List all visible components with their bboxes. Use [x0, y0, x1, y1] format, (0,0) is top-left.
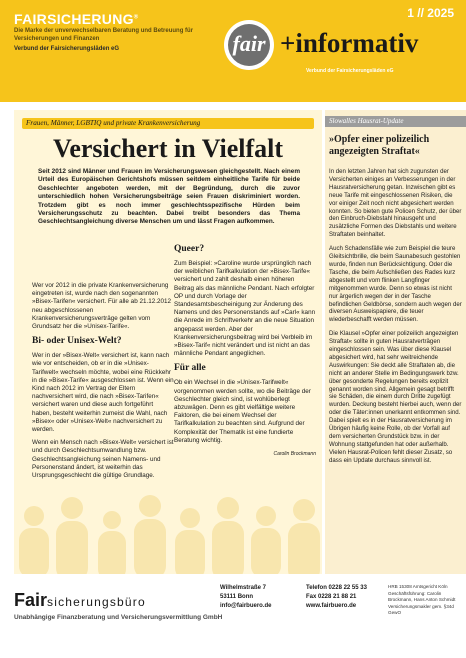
paragraph: Wenn ein Mensch nach »Bisex-Welt« versichert ist und durch Geschlechtsumwandlung bzw. Geschlechtsangleichung seinen Namens- und Personenstand ändert, ist weiterhin das Ursprungsgeschlecht die gültige Grundlage.: [32, 439, 174, 480]
subheading: Bi- oder Unisex-Welt?: [32, 336, 122, 347]
article-title: Versichert in Vielfalt: [52, 134, 284, 163]
registered-mark: ®: [133, 14, 139, 21]
footer-contact: Telefon 0228 22 55 33 Fax 0228 21 88 21 www.fairbuero.de: [306, 585, 367, 609]
paragraph: In den letzten Jahren hat sich zugunsten der Versicherten einiges an Verbesserungen in der Hausratversicherung getan. Inzwischen gibt es neue Tarife mit eingeschlossenen Risiken, die vor einiger Zeit noch nicht abgesichert werden konnten. So bieten gute Policen Schutz, der über den Einbruch-Diebstahl hinausgeht und zusätzliche Formen des Diebstahls und weitere Straftaten beinhaltet.: [329, 168, 462, 239]
article-column-2: [174, 240, 316, 458]
crowd-illustration: [14, 486, 322, 574]
footer-address: Wilhelmstraße 7 53111 Bonn info@fairbuero.de: [220, 585, 272, 609]
magazine-subtitle: Verbund der Fairsicherungsläden eG: [306, 68, 394, 74]
article-lead: Seit 2012 sind Männer und Frauen im Versicherungswesen gleichgestellt. Nach einem Urteil des Europäischen Gerichtshofs müssen seitdem einheitliche Tarife für beide Geschlechter angeboten werden, mit der Begründung, durch die zuvor unterschiedlich hohen Versicherungsbeiträge seien Frauen diskriminiert worden. Trotzdem gibt es noch immer geschlechtsspezifische Hürden beim Versicherungsschutz zu beachten. Dabei treibt besonders das Thema Geschlechtsangleichung diverse Menschen um und lässt Fragen aufkommen.: [38, 168, 300, 226]
main-article: [14, 110, 322, 574]
sidebar-body: [329, 168, 462, 471]
paragraph: Zum Beispiel: »Caroline wurde ursprünglich nach der weiblichen Tarifkalkulation der »Bisex-Tarife« versichert und zahlt deshalb einen höheren Beitrag als das männliche Pendant. Nach erfolgter OP und durch Vorlage der Standesamtsbescheinigung zur Änderung des Namens und des Personenstands auf »Carl« kann die Anrede im Schriftverkehr an die neue Situation angepasst werden. Aber der Krankenversicherungsbeitrag wird bei Verbleib im »Bisex-Tarif« nicht verändert und ist nicht an das männliche Pendant angeglichen.: [174, 260, 316, 358]
sidebar-article: [325, 110, 466, 574]
brand-name: FAIRSICHERUNG®: [14, 11, 139, 27]
issue-number: 1 // 2025: [407, 6, 454, 20]
sidebar-title: »Opfer einer polizeilich angezeigten Straftat«: [329, 134, 430, 157]
fair-logo: fair: [224, 20, 274, 70]
subheading: Für alle: [174, 363, 206, 374]
paragraph: Die Klausel »Opfer einer polizeilich angezeigten Straftat« sollte in guten Hausratverträgen eingeschlossen sein. Was über diese Klausel abgesichert wird, hat sehr weitreichende Auswirkungen: Sie deckt alle Straftaten ab, die nicht an anderer Stelle im Bedingungswerk bzw. über gesonderte Regelungen bereits explizit genannt worden sind. Allgemein gesagt betrifft sie Schäden, die einem durch Dritte zugefügt wurden. Deckung besteht hierbei auch, wenn der oder die Täter:innen unerkannt entkommen sind. Dabei spielt es in der Hausratversicherung im Übrigen häufig keine Rolle, ob der Vorfall auf dem versicherten Grundstück bzw. in der Wohnung stattgefunden hat oder außerhalb. Vielen Hausrat-Policen fehlt dieser Zusatz, so dass ein Update durchaus sinnvoll ist.: [329, 330, 462, 464]
association-name: Verbund der Fairsicherungsläden eG: [14, 46, 120, 52]
paragraph: Ob ein Wechsel in die »Unisex-Tarifwelt« vorgenommen werden sollte, wo die Beiträge der Geschlechter gleich sind, ist wohlüberlegt abzuwägen. Denn es gibt vielfältige weitere Faktoren, die bei einem Wechsel der Tarifkalkulation zu beachten sind. Aufgrund der Komplexität der Thematik ist eine fundierte Beratung wichtig.: [174, 379, 311, 444]
sidebar-kicker: Slowalles Hausrat-Update: [325, 116, 466, 127]
paragraph: Wer vor 2012 in die private Krankenversicherung eingetreten ist, wurde nach den sogenannten »Bisex-Tarifen« versichert. Für alle ab 21.12.2012 neu abgeschlossenen Krankenversicherungsverträge gelten vom Grundsatz her die »Unisex-Tarife«.: [32, 282, 171, 331]
article-kicker: Frauen, Männer, LGBTIQ und private Krankenversicherung: [22, 118, 314, 129]
footer-registration: HRB 15308 Amtsgericht Köln Geschäftsführung: Carolin Brockmann, Hans Anton Schmidt Versicherungsmakler gem. §34d GewO: [388, 584, 456, 615]
footer: [0, 580, 466, 658]
paragraph: Wer in der »Bisex-Welt« versichert ist, kann nach wie vor entscheiden, ob er in die »Unisex-Tarifwelt« wechseln möchte, wobei eine Rückkehr in die »Bisex-Tarife« ausgeschlossen ist. Wenn ein Kind nach 2012 im Vertrag der Eltern nachversichert wird, die nach »Bisex-Tarifen« versichert waren und diese auch fortgeführt haben, besteht weiterhin zumeist die Wahl, nach »Bisex« oder »Unisex-Welt« nachversichert zu werden.: [32, 352, 174, 434]
article-column-1: [32, 282, 174, 485]
subheading: Queer?: [174, 244, 205, 254]
header-banner: [0, 0, 466, 102]
magazine-title: +informativ: [280, 28, 419, 58]
footer-tagline: Unabhängige Finanzberatung und Versicherungsvermittlung GmbH: [14, 614, 223, 621]
brand-tagline: Die Marke der unverwechselbaren Beratung und Betreuung für Versicherungen und Finanzen: [14, 28, 194, 42]
paragraph: Auch Schadensfälle wie zum Beispiel die teure Gleitsichtbrille, die beim Saunabesuch gestohlen wurde, finden nun Berücksichtigung. Oder die Tasche, die beim Aufschließen des Rades kurz abgestellt und vom flinken Langfinger mitgenommen wurde. Denn so etwas ist nicht nur ärgerlich wegen der in der Tasche befindlichen Geldbörse, sondern auch wegen der diversen Ausweispapiere, die teuer wiederbeschafft werden müssen.: [329, 245, 462, 324]
footer-brand: Fairsicherungsbüro: [14, 590, 146, 610]
author-signature: Carolin Brockmann: [273, 451, 316, 458]
